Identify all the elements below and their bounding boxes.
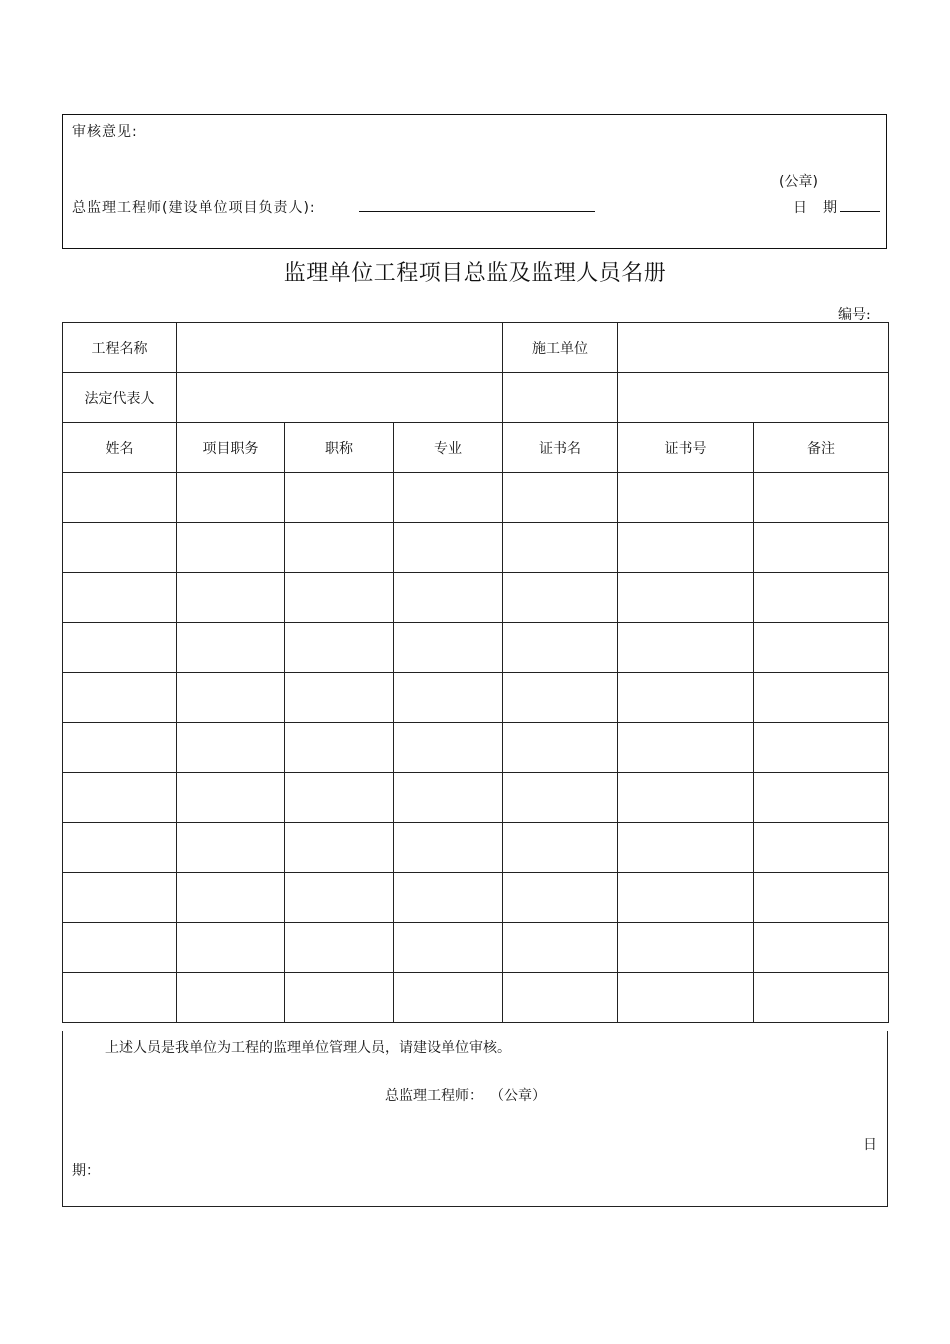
table-cell[interactable] <box>618 973 754 1023</box>
table-cell[interactable] <box>63 923 177 973</box>
table-cell[interactable] <box>285 873 394 923</box>
seal-label: (公章) <box>779 174 818 190</box>
table-cell[interactable] <box>285 673 394 723</box>
column-header-remarks: 备注 <box>754 423 889 473</box>
table-cell[interactable] <box>177 873 285 923</box>
table-row <box>63 923 889 973</box>
table-cell[interactable] <box>618 623 754 673</box>
footer-seal-label: （公章） <box>497 1088 546 1104</box>
table-cell[interactable] <box>177 973 285 1023</box>
column-header-position: 项目职务 <box>177 423 285 473</box>
table-cell[interactable] <box>63 473 177 523</box>
table-cell[interactable] <box>63 523 177 573</box>
table-cell[interactable] <box>177 673 285 723</box>
table-row <box>63 773 889 823</box>
table-cell[interactable] <box>503 573 618 623</box>
table-row <box>63 823 889 873</box>
table-cell[interactable] <box>285 473 394 523</box>
roster-table <box>62 322 889 1023</box>
header-row <box>63 423 889 473</box>
table-cell[interactable] <box>394 523 503 573</box>
table-row <box>63 523 889 573</box>
table-cell[interactable] <box>754 723 889 773</box>
project-name-label: 工程名称 <box>63 323 177 373</box>
footer-statement: 上述人员是我单位为工程的监理单位管理人员，请建设单位审核。 <box>105 1040 511 1056</box>
legal-rep-extra-field-2[interactable] <box>618 373 889 423</box>
column-header-major: 专业 <box>394 423 503 473</box>
table-cell[interactable] <box>177 623 285 673</box>
number-label: 编号: <box>838 307 871 323</box>
table-cell[interactable] <box>63 773 177 823</box>
table-cell[interactable] <box>754 573 889 623</box>
table-cell[interactable] <box>754 973 889 1023</box>
table-cell[interactable] <box>618 573 754 623</box>
table-cell[interactable] <box>177 823 285 873</box>
table-cell[interactable] <box>177 573 285 623</box>
footer-chief-label: 总监理工程师： <box>385 1088 483 1104</box>
date-label: 日 期 <box>793 200 838 216</box>
footer-date-ri: 日 <box>863 1137 877 1153</box>
table-cell[interactable] <box>618 673 754 723</box>
table-cell[interactable] <box>63 673 177 723</box>
table-cell[interactable] <box>177 773 285 823</box>
table-cell[interactable] <box>754 523 889 573</box>
table-cell[interactable] <box>394 973 503 1023</box>
table-cell[interactable] <box>754 873 889 923</box>
footer-date-qi: 期： <box>72 1163 100 1179</box>
project-name-field[interactable] <box>177 323 503 373</box>
table-row <box>63 723 889 773</box>
table-row <box>63 473 889 523</box>
table-cell[interactable] <box>503 673 618 723</box>
table-cell[interactable] <box>618 773 754 823</box>
legal-rep-label: 法定代表人 <box>63 373 177 423</box>
table-cell[interactable] <box>618 873 754 923</box>
page-title: 监理单位工程项目总监及监理人员名册 <box>283 261 667 286</box>
table-cell[interactable] <box>394 623 503 673</box>
table-row <box>63 673 889 723</box>
table-cell[interactable] <box>285 973 394 1023</box>
table-cell[interactable] <box>177 473 285 523</box>
table-cell[interactable] <box>394 473 503 523</box>
footer-box <box>62 1031 888 1207</box>
column-header-name: 姓名 <box>63 423 177 473</box>
construction-unit-field[interactable] <box>618 323 889 373</box>
table-row <box>63 873 889 923</box>
table-row <box>63 623 889 673</box>
table-cell[interactable] <box>618 923 754 973</box>
column-header-title: 职称 <box>285 423 394 473</box>
table-cell[interactable] <box>394 923 503 973</box>
table-cell[interactable] <box>503 523 618 573</box>
table-cell[interactable] <box>177 723 285 773</box>
table-cell[interactable] <box>285 623 394 673</box>
footer-chief-line <box>385 1085 546 1105</box>
table-cell[interactable] <box>63 623 177 673</box>
table-cell[interactable] <box>618 823 754 873</box>
review-opinion-label: 审核意见: <box>72 124 138 140</box>
column-header-cert-name: 证书名 <box>503 423 618 473</box>
review-box <box>62 114 887 249</box>
table-cell[interactable] <box>285 923 394 973</box>
table-cell[interactable] <box>394 723 503 773</box>
table-cell[interactable] <box>503 723 618 773</box>
table-cell[interactable] <box>754 923 889 973</box>
table-cell[interactable] <box>177 923 285 973</box>
legal-rep-field[interactable] <box>177 373 503 423</box>
table-cell[interactable] <box>618 473 754 523</box>
construction-unit-label: 施工单位 <box>503 323 618 373</box>
table-cell[interactable] <box>285 723 394 773</box>
table-cell[interactable] <box>503 823 618 873</box>
table-cell[interactable] <box>503 923 618 973</box>
table-cell[interactable] <box>394 823 503 873</box>
table-row <box>63 573 889 623</box>
legal-rep-extra-field[interactable] <box>503 373 618 423</box>
table-cell[interactable] <box>63 723 177 773</box>
table-cell[interactable] <box>394 873 503 923</box>
table-cell[interactable] <box>285 823 394 873</box>
table-cell[interactable] <box>177 523 285 573</box>
table-cell[interactable] <box>285 773 394 823</box>
info-row-project <box>63 323 889 373</box>
table-cell[interactable] <box>63 573 177 623</box>
table-cell[interactable] <box>754 473 889 523</box>
table-cell[interactable] <box>503 623 618 673</box>
table-cell[interactable] <box>503 773 618 823</box>
table-cell[interactable] <box>754 673 889 723</box>
table-cell[interactable] <box>618 723 754 773</box>
table-cell[interactable] <box>618 523 754 573</box>
table-cell[interactable] <box>285 523 394 573</box>
table-cell[interactable] <box>285 573 394 623</box>
table-cell[interactable] <box>754 623 889 673</box>
table-cell[interactable] <box>63 873 177 923</box>
table-cell[interactable] <box>394 673 503 723</box>
table-cell[interactable] <box>394 573 503 623</box>
table-cell[interactable] <box>503 473 618 523</box>
table-cell[interactable] <box>503 873 618 923</box>
chief-signature-line[interactable] <box>359 211 595 212</box>
chief-engineer-label: 总监理工程师(建设单位项目负责人): <box>72 200 316 216</box>
table-cell[interactable] <box>63 823 177 873</box>
table-cell[interactable] <box>754 773 889 823</box>
table-cell[interactable] <box>63 973 177 1023</box>
table-row <box>63 973 889 1023</box>
column-header-cert-number: 证书号 <box>618 423 754 473</box>
table-cell[interactable] <box>754 823 889 873</box>
date-signature-line[interactable] <box>840 211 880 212</box>
info-row-legal <box>63 373 889 423</box>
table-cell[interactable] <box>394 773 503 823</box>
table-cell[interactable] <box>503 973 618 1023</box>
